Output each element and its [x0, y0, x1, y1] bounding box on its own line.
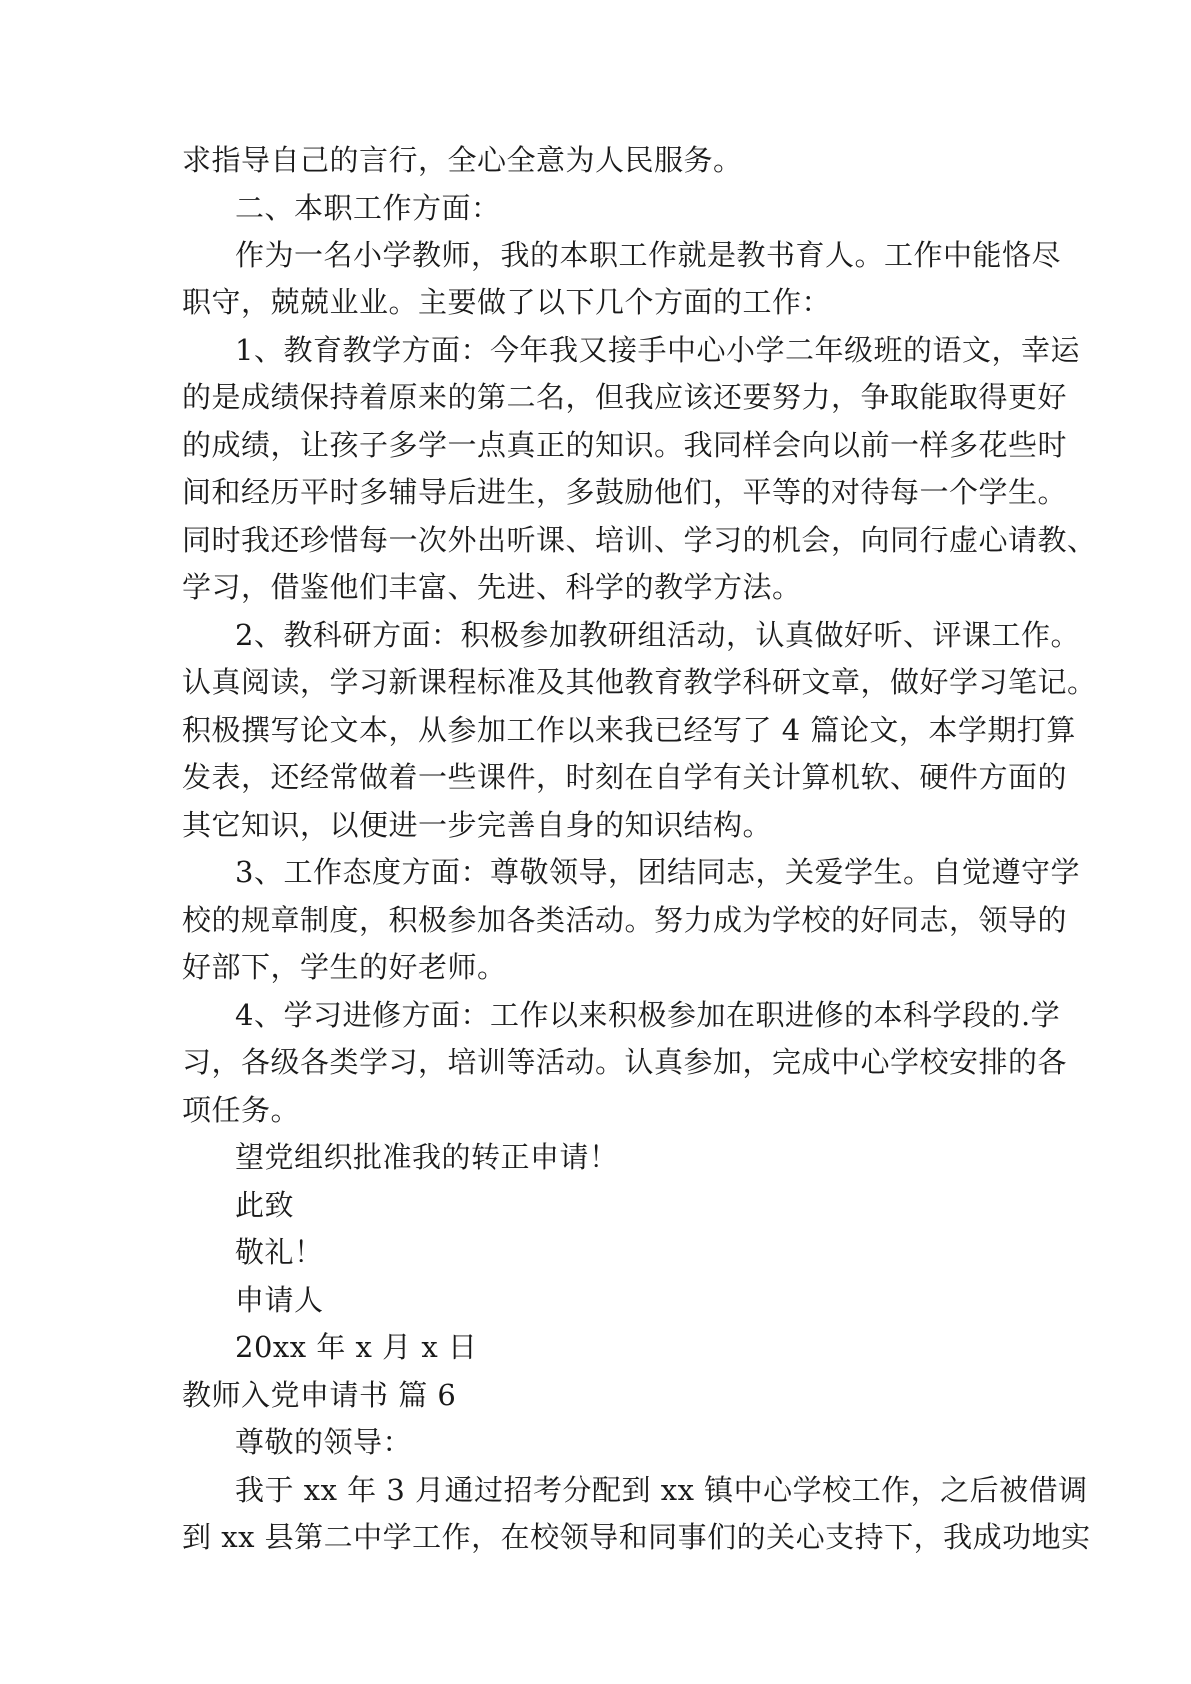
paragraph-line: 同时我还珍惜每一次外出听课、培训、学习的机会，向同行虚心请教、: [182, 523, 1097, 557]
paragraph-line: 好部下，学生的好老师。: [182, 950, 507, 984]
closing-salutation: 此致: [235, 1188, 295, 1222]
paragraph-line: 的是成绩保持着原来的第二名，但我应该还要努力，争取能取得更好: [182, 380, 1068, 414]
paragraph-line: 职守，兢兢业业。主要做了以下几个方面的工作：: [182, 285, 832, 319]
date-line: 20xx 年 x 月 x 日: [235, 1330, 478, 1364]
paragraph-line: 项任务。: [182, 1093, 301, 1127]
greeting-line: 尊敬的领导：: [235, 1425, 413, 1459]
applicant-label: 申请人: [235, 1283, 324, 1317]
paragraph-line: 3、工作态度方面：尊敬领导，团结同志，关爱学生。自觉遵守学: [235, 855, 1080, 889]
paragraph-line: 作为一名小学教师，我的本职工作就是教书育人。工作中能恪尽: [235, 238, 1062, 272]
paragraph-line: 习，各级各类学习，培训等活动。认真参加，完成中心学校安排的各: [182, 1045, 1068, 1079]
paragraph-line: 认真阅读，学习新课程标准及其他教育教学科研文章，做好学习笔记。: [182, 665, 1097, 699]
paragraph-line: 到 xx 县第二中学工作，在校领导和同事们的关心支持下，我成功地实: [182, 1520, 1091, 1554]
paragraph-line: 我于 xx 年 3 月通过招考分配到 xx 镇中心学校工作，之后被借调: [235, 1473, 1088, 1507]
paragraph-line: 4、学习进修方面：工作以来积极参加在职进修的本科学段的.学: [235, 998, 1061, 1032]
paragraph-line: 1、教育教学方面：今年我又接手中心小学二年级班的语文，幸运: [235, 333, 1080, 367]
section-title: 教师入党申请书 篇 6: [182, 1378, 457, 1412]
paragraph-line: 间和经历平时多辅导后进生，多鼓励他们，平等的对待每一个学生。: [182, 475, 1068, 509]
paragraph-line: 校的规章制度，积极参加各类活动。努力成为学校的好同志，领导的: [182, 903, 1068, 937]
paragraph-line: 积极撰写论文本，从参加工作以来我已经写了 4 篇论文，本学期打算: [182, 713, 1076, 747]
closing-line: 望党组织批准我的转正申请！: [235, 1140, 619, 1174]
closing-salutation: 敬礼！: [235, 1235, 324, 1269]
paragraph-line: 的成绩，让孩子多学一点真正的知识。我同样会向以前一样多花些时: [182, 428, 1068, 462]
paragraph-line: 其它知识，以便进一步完善自身的知识结构。: [182, 808, 773, 842]
paragraph-line: 发表，还经常做着一些课件，时刻在自学有关计算机软、硬件方面的: [182, 760, 1068, 794]
paragraph-line: 2、教科研方面：积极参加教研组活动，认真做好听、评课工作。: [235, 618, 1080, 652]
section-heading: 二、本职工作方面：: [235, 191, 501, 225]
paragraph-line: 学习，借鉴他们丰富、先进、科学的教学方法。: [182, 570, 802, 604]
paragraph-line: 求指导自己的言行，全心全意为人民服务。: [182, 143, 743, 177]
